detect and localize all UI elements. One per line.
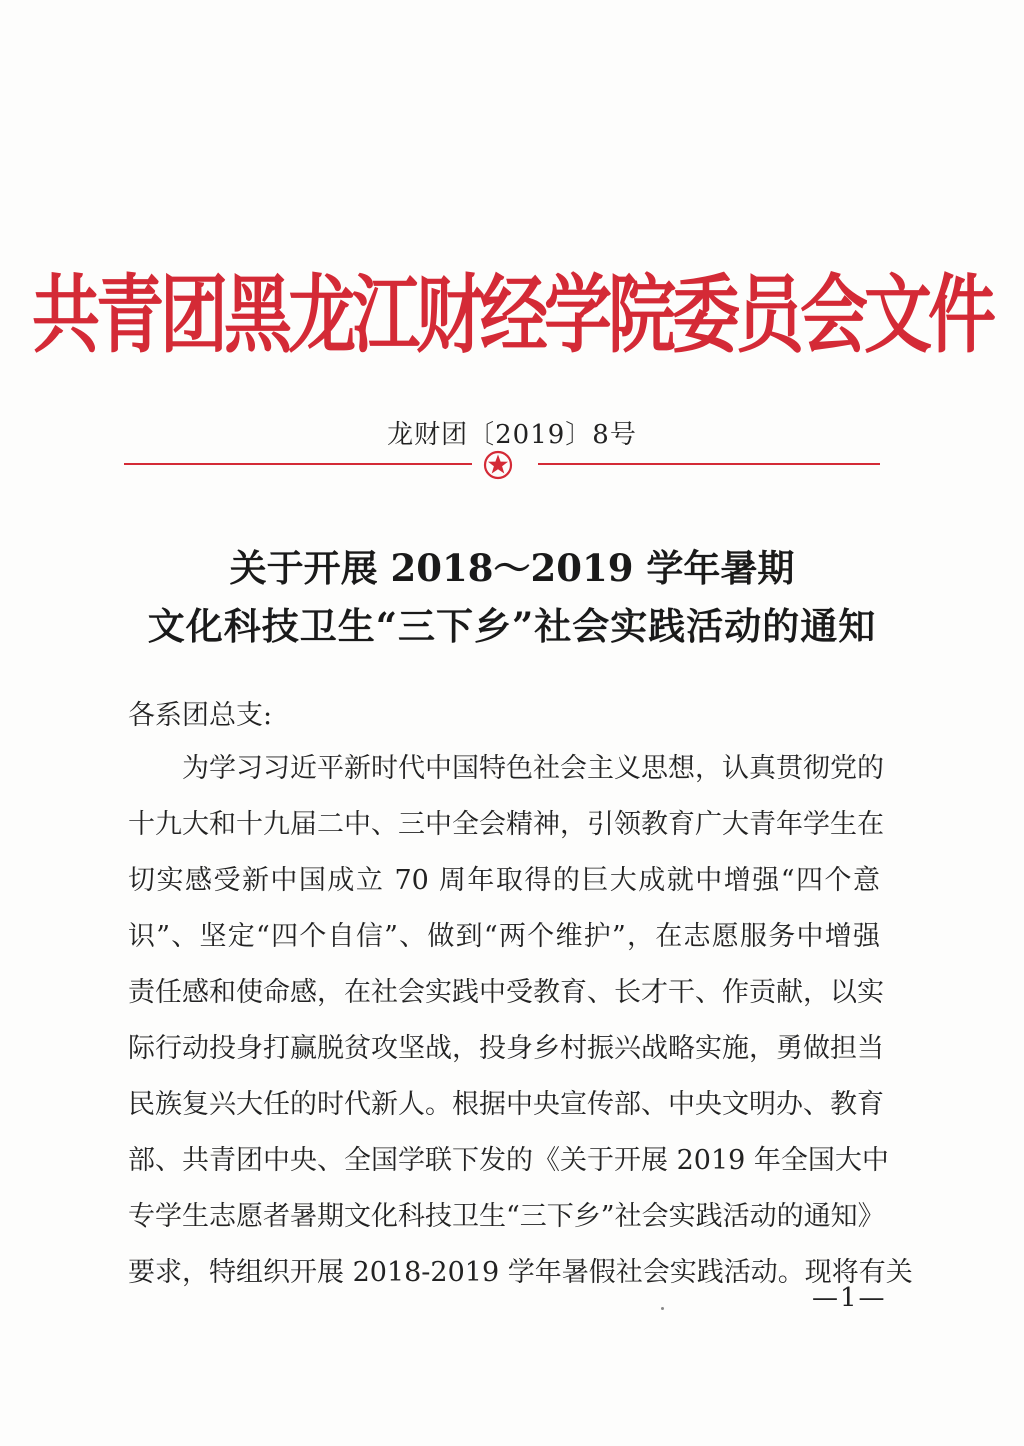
red-divider-left bbox=[124, 463, 472, 465]
body-text-line: 民族复兴大任的时代新人。根据中央宣传部、中央文明办、教育 bbox=[128, 1089, 884, 1120]
body-text-line: 责任感和使命感，在社会实践中受教育、长才干、作贡献，以实 bbox=[128, 977, 884, 1008]
body-text-line: 际行动投身打赢脱贫攻坚战，投身乡村振兴战略实施，勇做担当 bbox=[128, 1033, 884, 1064]
body-text-line: 部、共青团中央、全国学联下发的《关于开展 2019 年全国大中 bbox=[128, 1145, 889, 1176]
notice-title-line-1: 关于开展 2018～2019 学年暑期 bbox=[229, 546, 795, 590]
body-text-line: 为学习习近平新时代中国特色社会主义思想，认真贯彻党的 bbox=[182, 753, 884, 784]
body-text-line: 要求，特组织开展 2018-2019 学年暑假社会实践活动。现将有关 bbox=[128, 1257, 913, 1288]
page-number: —1— bbox=[812, 1283, 887, 1313]
salutation: 各系团总支: bbox=[128, 700, 273, 731]
document-header-title: 共青团黑龙江财经学院委员会文件 bbox=[31, 266, 992, 366]
red-divider-right bbox=[538, 463, 880, 465]
scan-speck bbox=[661, 1307, 664, 1310]
notice-title-line-2: 文化科技卫生“三下乡”社会实践活动的通知 bbox=[147, 604, 877, 648]
body-text-line: 识”、坚定“四个自信”、做到“两个维护”，在志愿服务中增强 bbox=[128, 921, 880, 952]
body-text-line: 专学生志愿者暑期文化科技卫生“三下乡”社会实践活动的通知》 bbox=[128, 1201, 885, 1232]
body-text-line: 十九大和十九届二中、三中全会精神，引领教育广大青年学生在 bbox=[128, 809, 884, 840]
body-text-line: 切实感受新中国成立 70 周年取得的巨大成就中增强“四个意 bbox=[128, 865, 880, 896]
red-star-icon bbox=[483, 450, 513, 480]
document-number: 龙财团〔2019〕8号 bbox=[387, 420, 637, 450]
